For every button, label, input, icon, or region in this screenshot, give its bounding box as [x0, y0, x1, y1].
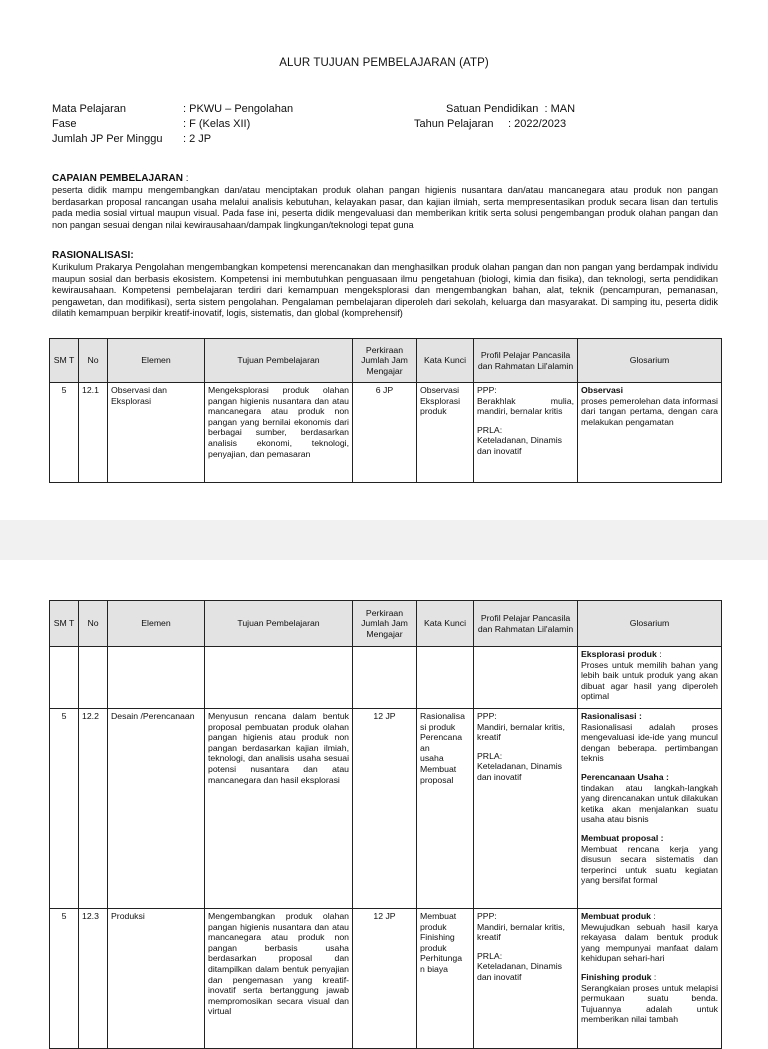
cell-kata-kunci	[417, 709, 474, 909]
cell-no: 12.3	[79, 909, 108, 1049]
prla-value: Keteladanan, Dinamis dan inovatif	[477, 961, 562, 982]
satuan-value: : MAN	[544, 103, 576, 115]
kata-kunci-item: Perhitunga	[420, 953, 463, 964]
capaian-text: peserta didik mampu mengembangkan dan/atau menciptakan produk olahan pangan higienis nusantara dan/atau mancanegara atau produk non pangan berdasarkan proposal rancangan usaha melalui analisis kebutuhan, kelayakan pasar, dan kajian ilmiah, serta mempresentasikan produk secara lisan dan tertulis pada media sosial virtual maupun visual. Pada fase ini, peserta didik mengevaluasi dan memberikan kritik serta solusi pengembangan produk olahan pangan dan non pangan sesuai dengan nilai kewirausahaan/dampak lingkungan/teknologi tepat guna	[52, 185, 718, 230]
info-satuan	[446, 102, 575, 116]
glosarium-desc: Mewujudkan sebuah hasil karya rekayasa dalam bentuk produk yang mempunyai manfaat dalam kehidupan sehari-hari	[581, 921, 718, 964]
cell-profil	[474, 909, 578, 1049]
rasionalisasi-heading: RASIONALISASI:	[52, 250, 134, 261]
jp-label: Jumlah JP Per Minggu	[52, 133, 163, 145]
cell-jam: 6 JP	[353, 383, 417, 483]
prla-label: PRLA:	[477, 424, 503, 435]
glosarium-term: Rasionalisasi :	[581, 711, 642, 721]
kata-kunci-item: Finishing	[420, 932, 455, 943]
page-gap	[0, 520, 768, 560]
tahun-label: Tahun Pelajaran	[414, 118, 494, 130]
glosarium-term: Membuat proposal :	[581, 832, 664, 843]
cell-profil	[474, 383, 578, 483]
header-smt: SM T	[50, 601, 79, 647]
cell-tujuan: Menyusun rencana dalam bentuk proposal pembuatan produk olahan pangan higienis atau produk non pangan berdasarkan kajian ilmiah, teknologi, dan analisis usaha sesuai potensi nusantara dan atau mancanegara dan hasil eksplorasi	[205, 709, 353, 909]
cell-profil	[474, 709, 578, 909]
cell-tujuan: Mengeksplorasi produk olahan pangan higienis nusantara dan atau mancanegara atau produk non pangan yang bernilai ekonomis dari berbagai sumber, berdasarkan analisis ekonomi, teknologi, penyajian, dan pemasaran	[205, 383, 353, 483]
table-row	[50, 647, 722, 709]
cell-elemen: Produksi	[108, 909, 205, 1049]
mata-pelajaran-label: Mata Pelajaran	[52, 103, 126, 115]
header-tujuan: Tujuan Pembelajaran	[205, 339, 353, 383]
table-row	[50, 709, 722, 909]
info-jp	[52, 132, 211, 146]
rasionalisasi-text: Kurikulum Prakarya Pengolahan mengembangkan kompetensi merencanakan dan menghasilkan produk olahan pangan dan non pangan yang berdampak individu maupun sosial dan berbasis ekosistem. Kompetensi ini membutuhkan penguasaan ilmu pengetahuan (biologi, kimia dan fisika), dan teknologi, serta pendidikan kewirausahaan. Kompetensi pembelajaran terdiri dari kemampuan mengeksplorasi dan mengembangkan bahan, alat, teknik (pencampuran, pemanasan, pengawetan, dan modifikasi), serta sistem pengolahan. Pengalaman pembelajaran diperoleh dari sekolah, keluarga dan masyarakat. Di samping itu, peserta didik dilatih kemampuan berpikir kreatif-inovatif, logis, sistematis, dan global (komprehensif)	[52, 262, 718, 319]
cell-tujuan: Mengembangkan produk olahan pangan higienis nusantara dan atau mancanegara atau produk non pangan berbasis usaha berdasarkan proposal dan ditampilkan dalam bentuk penyajian dan pengemasan yang kreatif-inovatif serta bertanggung jawab mempromosikan secara visual dan virtual	[205, 909, 353, 1049]
cell-smt: 5	[50, 709, 79, 909]
cell-elemen: Observasi dan Eksplorasi	[108, 383, 205, 483]
prla-label: PRLA:	[477, 750, 503, 761]
kata-kunci-item: Perencana	[420, 732, 463, 743]
header-jam: Perkiraan Jumlah Jam Mengajar	[353, 339, 417, 383]
capaian-heading: CAPAIAN PEMBELAJARAN :	[52, 173, 189, 184]
glosarium-term: Finishing produk	[581, 971, 652, 982]
header-tujuan: Tujuan Pembelajaran	[205, 601, 353, 647]
atp-table-page2	[49, 600, 722, 1049]
glosarium-desc: Membuat rencana kerja yang disusun secara sistematis dan terperinci untuk suatu kegiatan yang bersifat formal	[581, 843, 718, 886]
cell-glosarium: Eksplorasi produk : Proses untuk memilih bahan yang lebih baik untuk produk yang akan dibuat agar hasil yang diperoleh optimal	[578, 647, 722, 709]
info-fase	[52, 117, 250, 131]
cell-no: 12.2	[79, 709, 108, 909]
ppp-label: PPP:	[477, 911, 497, 921]
glosarium-desc: Rasionalisasi adalah proses mengevaluasi ide-ide yang muncul dengan beberapa. pertimbangan teknis	[581, 721, 718, 764]
cell-glosarium	[578, 709, 722, 909]
info-mata-pelajaran	[52, 102, 293, 116]
header-profil: Profil Pelajar Pancasila dan Rahmatan Lil'alamin	[474, 601, 578, 647]
kata-kunci-item: produk	[420, 406, 447, 417]
ppp-value: Berakhlak mulia, mandiri, bernalar kritis	[477, 395, 574, 417]
cell-glosarium: Membuat produk : Mewujudkan sebuah hasil karya rekayasa dalam bentuk produk yang mempunyai manfaat dalam kehidupan sehari-hari Finishing produk : Serangkaian proses untuk melapisi permukaan suatu benda. Tujuannya adalah untuk memberikan nilai tambah	[578, 909, 722, 1049]
document-page-1	[0, 0, 768, 520]
table-row	[50, 909, 722, 1049]
cell-no: 12.1	[79, 383, 108, 483]
kata-kunci-item: produk	[420, 942, 447, 953]
header-jam: Perkiraan Jumlah Jam Mengajar	[353, 601, 417, 647]
glosarium-desc: tindakan atau langkah-langkah yang direncanakan untuk dilakukan ketika akan menjalankan suatu usaha atau bisnis	[581, 782, 718, 825]
glosarium-term: Perencanaan Usaha :	[581, 771, 669, 782]
cell-empty	[108, 647, 205, 709]
header-elemen: Elemen	[108, 601, 205, 647]
cell-empty	[79, 647, 108, 709]
kata-kunci-item: Rasionalisa	[420, 711, 465, 721]
glosarium-term: Observasi	[581, 385, 624, 395]
fase-value: : F (Kelas XII)	[183, 118, 251, 130]
kata-kunci-item: Eksplorasi	[420, 395, 461, 406]
cell-smt: 5	[50, 383, 79, 483]
glosarium-term: Eksplorasi produk	[581, 649, 657, 659]
kata-kunci-item: proposal	[420, 774, 454, 785]
satuan-label: Satuan Pendidikan	[446, 103, 539, 115]
ppp-value: Mandiri, bernalar kritis, kreatif	[477, 721, 565, 743]
header-kata-kunci: Kata Kunci	[417, 601, 474, 647]
cell-jam: 12 JP	[353, 709, 417, 909]
cell-glosarium	[578, 383, 722, 483]
table-header-row	[50, 339, 722, 383]
cell-empty	[205, 647, 353, 709]
info-tahun	[414, 117, 566, 131]
jp-value: : 2 JP	[183, 133, 212, 145]
document-page-2	[0, 560, 768, 1024]
header-glosarium: Glosarium	[578, 601, 722, 647]
ppp-label: PPP:	[477, 711, 497, 721]
header-kata-kunci: Kata Kunci	[417, 339, 474, 383]
cell-elemen: Desain /Perencanaan	[108, 709, 205, 909]
tahun-value: : 2022/2023	[508, 118, 567, 130]
glosarium-term: Membuat produk	[581, 911, 651, 921]
kata-kunci-item: usaha	[420, 753, 444, 764]
cell-empty	[474, 647, 578, 709]
header-no: No	[79, 601, 108, 647]
ppp-label: PPP:	[477, 385, 497, 395]
glosarium-desc: Proses untuk memilih bahan yang lebih baik untuk produk yang akan dibuat agar hasil yang diperoleh optimal	[581, 659, 718, 702]
mata-pelajaran-value: : PKWU – Pengolahan	[183, 103, 294, 115]
kata-kunci-item: Membuat	[420, 763, 457, 774]
table-row	[50, 383, 722, 483]
kata-kunci-item: Observasi	[420, 385, 460, 395]
document-title: ALUR TUJUAN PEMBELAJARAN (ATP)	[279, 57, 489, 69]
cell-empty	[417, 647, 474, 709]
prla-value: Keteladanan, Dinamis dan inovatif	[477, 435, 562, 456]
header-smt: SM T	[50, 339, 79, 383]
kata-kunci-item: si produk	[420, 721, 456, 732]
kata-kunci-item: n biaya	[420, 963, 449, 974]
atp-table-page1	[49, 338, 722, 483]
header-elemen: Elemen	[108, 339, 205, 383]
kata-kunci-item: Membuat	[420, 911, 457, 921]
header-no: No	[79, 339, 108, 383]
table-header-row	[50, 601, 722, 647]
kata-kunci-item: produk	[420, 921, 447, 932]
prla-value: Keteladanan, Dinamis dan inovatif	[477, 761, 562, 782]
ppp-value: Mandiri, bernalar kritis, kreatif	[477, 921, 565, 943]
header-profil: Profil Pelajar Pancasila dan Rahmatan Lil'alamin	[474, 339, 578, 383]
cell-jam: 12 JP	[353, 909, 417, 1049]
kata-kunci-item: an	[420, 742, 430, 753]
prla-label: PRLA:	[477, 950, 503, 961]
glosarium-desc: Serangkaian proses untuk melapisi permukaan suatu benda. Tujuannya adalah untuk memberikan nilai tambah	[581, 982, 718, 1025]
cell-kata-kunci	[417, 383, 474, 483]
header-glosarium: Glosarium	[578, 339, 722, 383]
cell-empty	[353, 647, 417, 709]
cell-empty	[50, 647, 79, 709]
glosarium-desc: proses pemerolehan data informasi dari tangan pertama, dengan cara melakukan pengamatan	[581, 395, 718, 427]
fase-label: Fase	[52, 118, 77, 130]
cell-smt: 5	[50, 909, 79, 1049]
cell-kata-kunci	[417, 909, 474, 1049]
